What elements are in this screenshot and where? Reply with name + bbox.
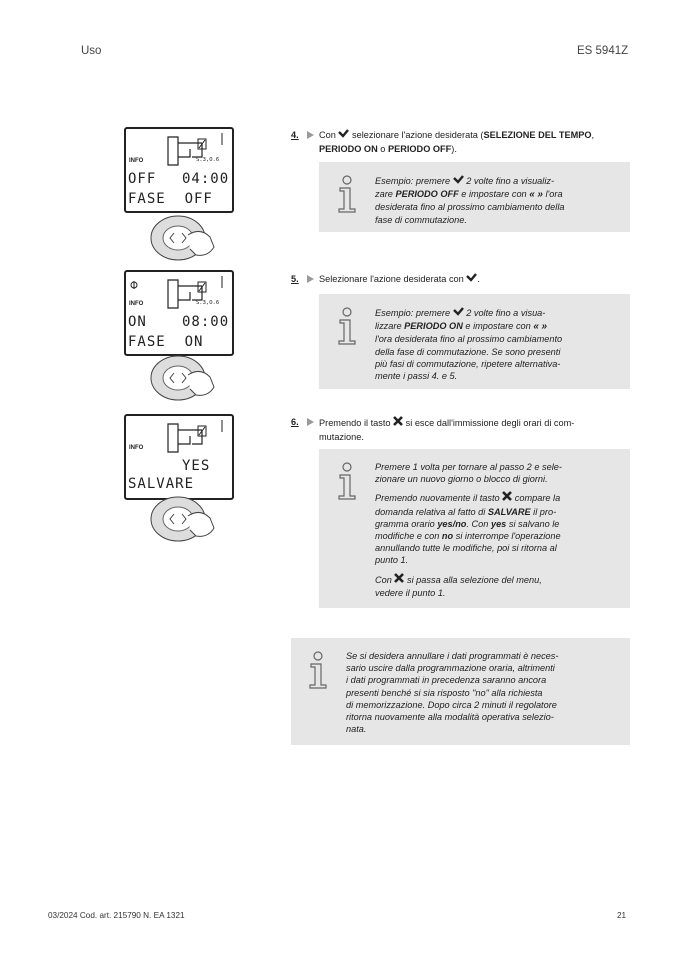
note-text: Esempio: premere 2 volte fino a visualiz- zare PERIODO OFF e impostare con « » l'ora desiderata fino al prossimo cambiamento della fase di commutazione. (375, 176, 565, 225)
lcd-line1-right: 04:00 (182, 171, 230, 187)
double-chevron-right-icon: » (537, 189, 543, 201)
info-icon (336, 307, 358, 345)
checkmark-icon (453, 307, 464, 320)
step-arrow-icon (307, 418, 314, 426)
checkmark-icon (338, 129, 349, 143)
lcd-display (124, 127, 234, 213)
double-chevron-left-icon: « (533, 321, 539, 333)
note-text: Premere 1 volta per tornare al passo 2 e sele- zionare un nuovo giorno o blocco di giorni. Premendo nuovamente il tasto compare la domanda relativa al fatto di SALVARE il pro- gramma orario yes/no. Con yes si salvano le modifiche e con no si interrompe l'operazione annullando tutte le modifiche, poi si ritorna al punto 1. Con si passa alla selezione del menu, vedere il punto 1. (375, 462, 562, 598)
x-icon (394, 573, 404, 587)
lcd-line2: SALVARE (128, 476, 195, 492)
checkmark-icon (466, 273, 477, 287)
footer-doc-info: 03/2024 Cod. art. 215790 N. EA 1321 (48, 911, 185, 920)
step-text: Con selezionare l'azione desiderata (SELEZIONE DEL TEMPO, PERIODO ON o PERIODO OFF). (319, 130, 595, 154)
step-text: Premendo il tasto si esce dall'immissione degli orari di com- mutazione. (319, 418, 575, 442)
dial-hand-icon (148, 213, 218, 263)
double-chevron-right-icon: » (541, 321, 548, 333)
x-icon (502, 491, 512, 505)
dial-hand-icon (148, 353, 218, 403)
step-arrow-icon (307, 131, 314, 139)
lcd-line1-left: ON (128, 314, 147, 330)
step-6 (291, 416, 631, 443)
step-5 (291, 273, 631, 287)
final-note-box (291, 638, 630, 745)
lcd-display (124, 270, 234, 356)
header-doc-code: ES 5941Z (577, 45, 629, 57)
step-4 (291, 129, 631, 155)
checkmark-icon (453, 175, 464, 188)
lcd-info-label: INFO (129, 445, 144, 451)
lcd-small-text: S.3,O.6 (196, 157, 220, 163)
page-number: 21 (617, 911, 627, 920)
lcd-line1-left: OFF (128, 171, 157, 187)
x-icon (393, 416, 403, 431)
lcd-info-label: INFO (129, 301, 144, 307)
step-arrow-icon (307, 275, 314, 283)
header-section-title: Uso (81, 45, 102, 57)
info-icon (336, 462, 358, 500)
lcd-info-label: INFO (129, 158, 144, 164)
info-icon (336, 175, 358, 213)
step-number: 5. (291, 274, 299, 284)
note-box (319, 294, 630, 389)
lcd-line2: FASE ON (128, 334, 204, 350)
double-chevron-left-icon: « (529, 189, 535, 201)
final-note-text: Se si desidera annullare i dati programmati è neces- sario uscire dalla programmazione oraria, altrimenti i dati programmati in precedenza saranno ancora presenti benché si sia risposto "no" alla richiesta di memorizzazione. Dopo circa 2 minuti il regolatore ritorna nuovamente alla modalità operativa selezio- nata. (346, 651, 559, 735)
note-box (319, 449, 630, 608)
note-box (319, 162, 630, 232)
info-icon (307, 651, 329, 689)
lcd-display (124, 414, 234, 500)
dial-hand-icon (148, 494, 218, 544)
note-text: Esempio: premere 2 volte fino a visua- lizzare PERIODO ON e impostare con « » l'ora desiderata fino al prossimo cambiamento della fase di commutazione. Se sono presenti più fasi di commutazione, ripetere alternativa- mente i passi 4. e 5. (375, 308, 563, 382)
lcd-line1: YES (182, 458, 211, 474)
lcd-line2: FASE OFF (128, 191, 213, 207)
step-text: Selezionare l'azione desiderata con . (319, 273, 631, 287)
step-number: 6. (291, 417, 299, 427)
lcd-small-text: S.3,O.6 (196, 300, 220, 306)
lcd-line1-right: 08:00 (182, 314, 230, 330)
step-number: 4. (291, 130, 299, 140)
